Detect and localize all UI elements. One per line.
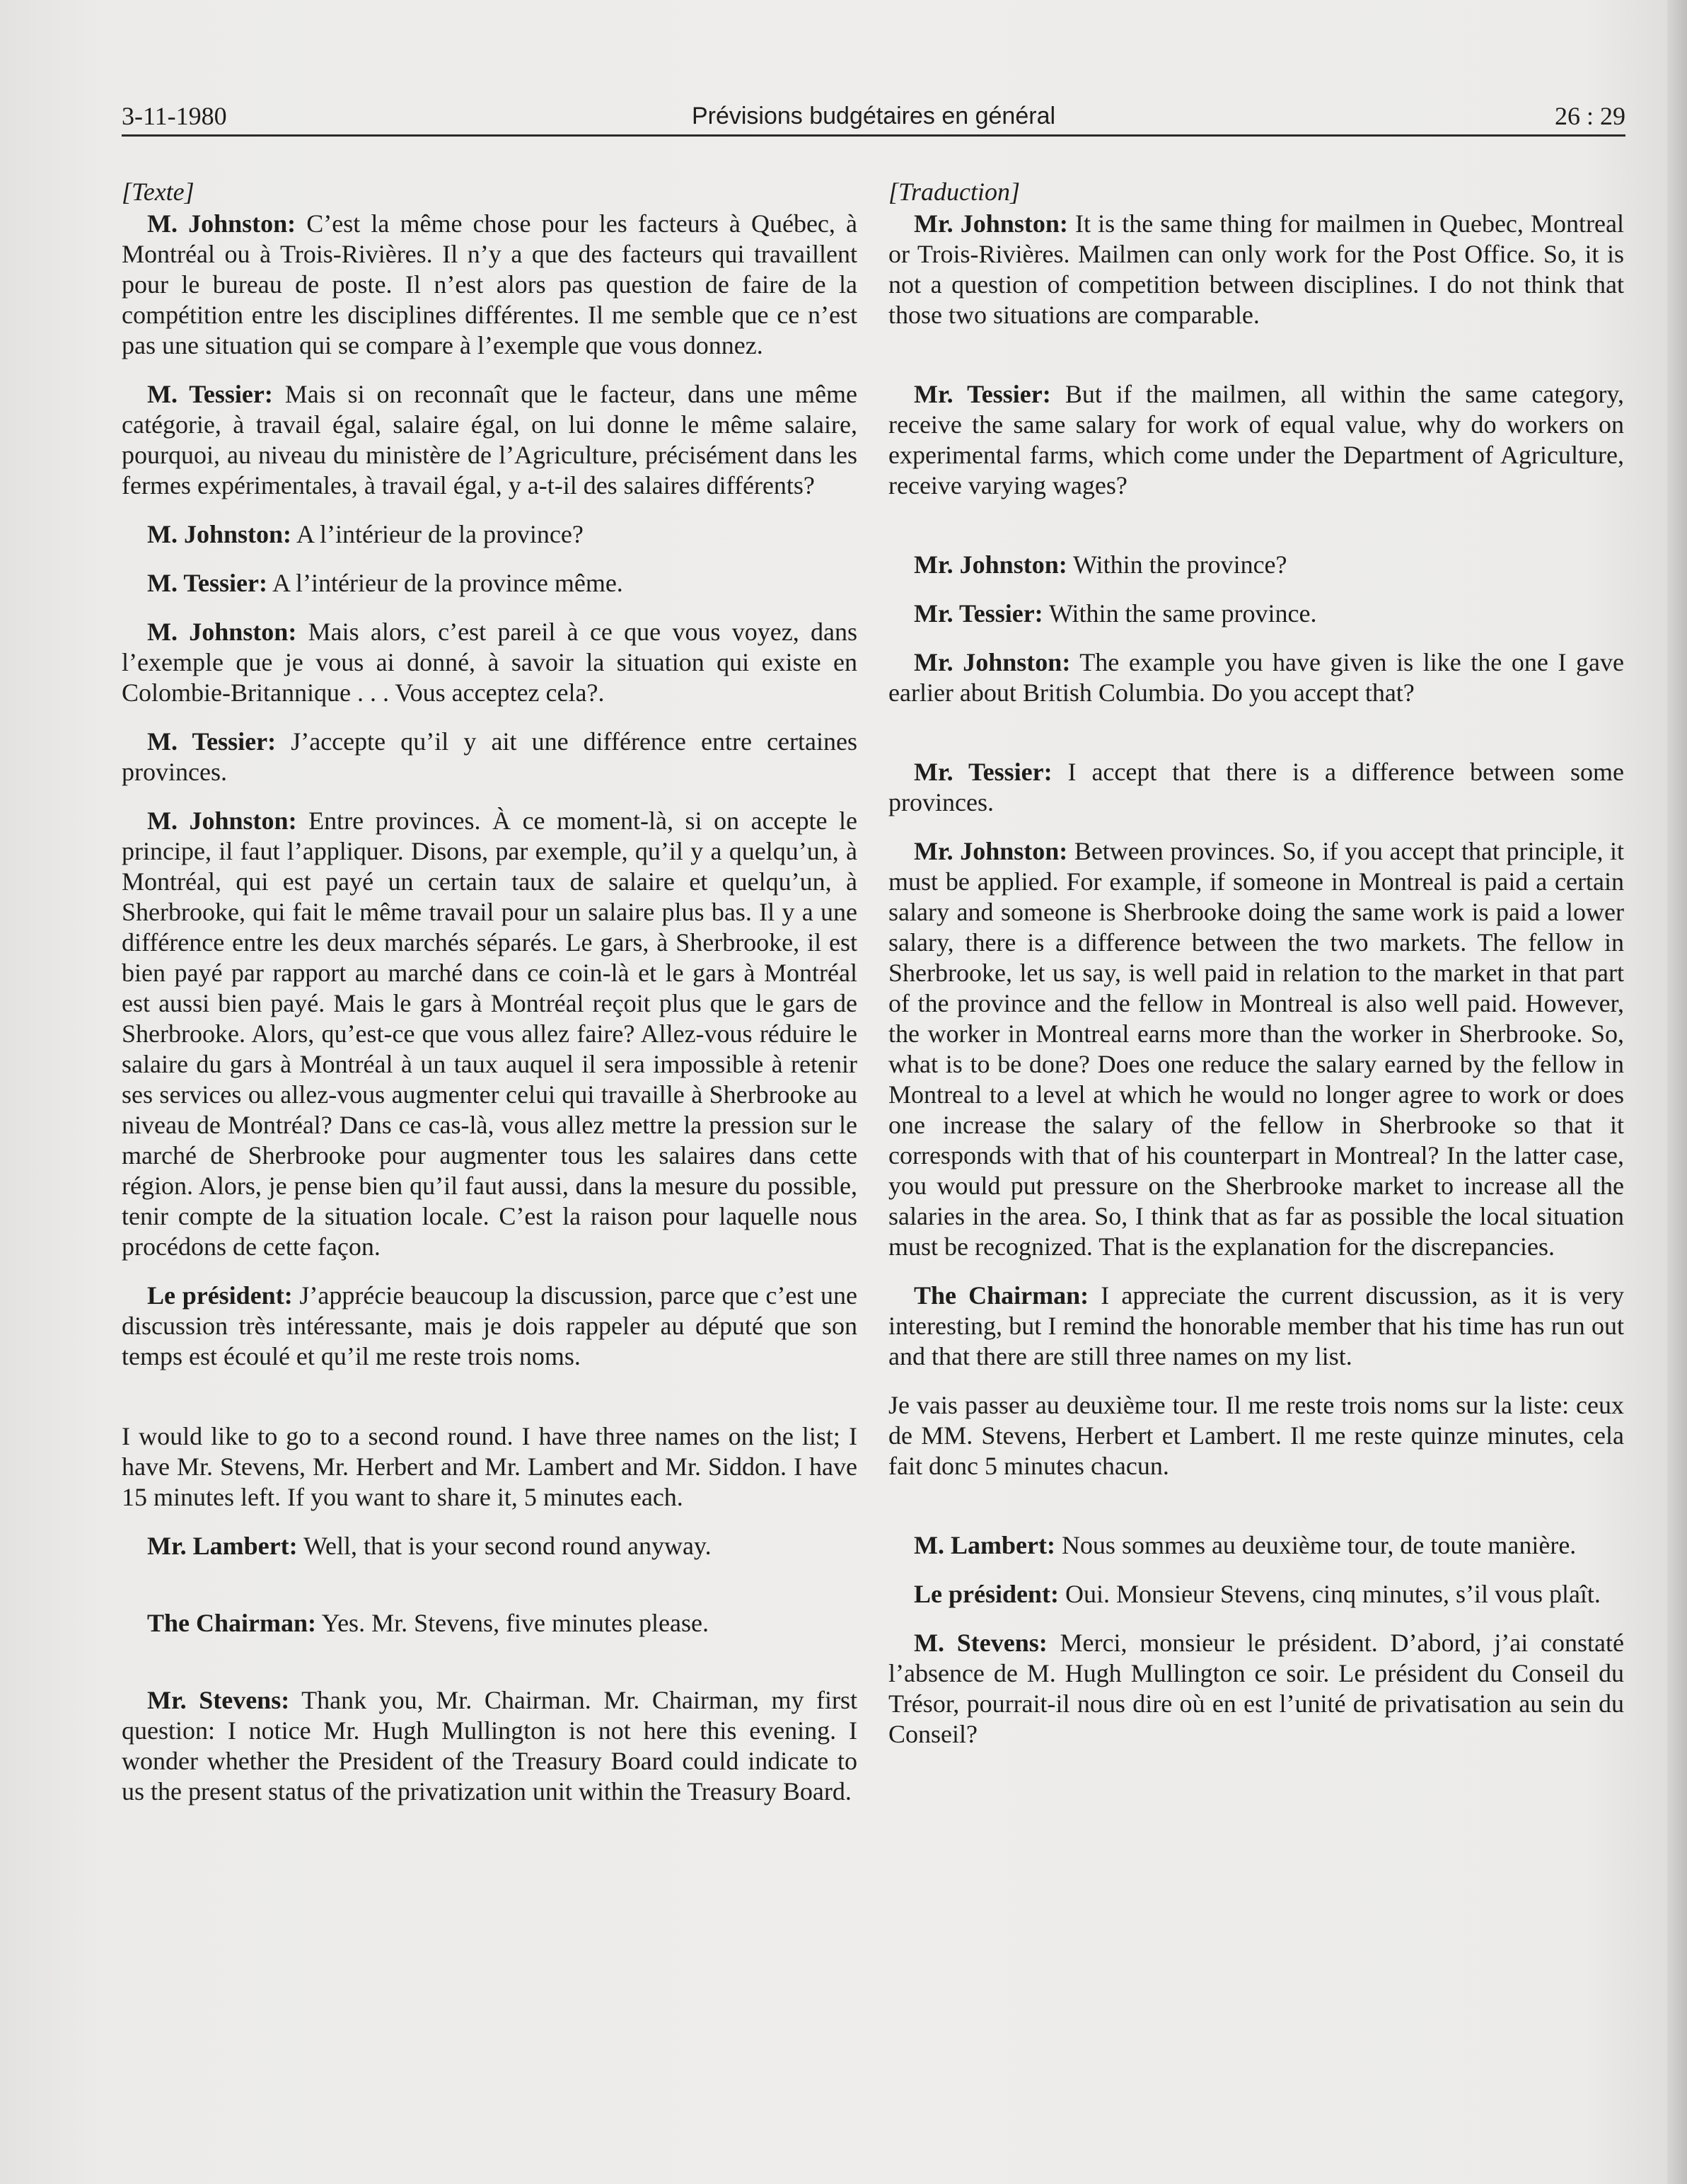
paragraph-text: Thank you, Mr. Chairman. Mr. Chairman, my first question: I notice Mr. Hugh Mullington is not here this evening. I wonder whether the President of the Treasury Board could indicate to us the present status of the privatization unit within the Treasury Board. — [122, 1686, 858, 1805]
paragraph-text: But if the mailmen, all within the same category, receive the same salary for work of equal value, why do workers on experimental farms, which come under the Department of Agriculture, receive varying wages? — [888, 380, 1624, 499]
speaker-name: Mr. Tessier: — [914, 758, 1053, 786]
paragraph — [122, 1685, 857, 1807]
paragraph-text: Mais si on reconnaît que le facteur, dans une même catégorie, à travail égal, salaire égal, on lui donne le même salaire, pourquoi, au niveau du ministère de l’Agriculture, précisément dans les fermes expérimentales, à travail égal, y a-t-il des salaires différents? — [122, 380, 857, 499]
speaker-name: Mr. Tessier: — [914, 380, 1051, 408]
paragraph-text: J’apprécie beaucoup la discussion, parce que c’est une discussion très intéressante, mais je dois rappeler au député que son temps est écoulé et qu’il me reste trois noms. — [122, 1281, 857, 1370]
paragraph-text: A l’intérieur de la province? — [291, 520, 584, 548]
speaker-name: The Chairman: — [914, 1281, 1089, 1310]
paragraph-text: It is the same thing for mailmen in Quebec, Montreal or Trois-Rivières. Mailmen can only work for the Post Office. So, it is not a question of competition between disciplines. I do not think that those two situations are comparable. — [888, 209, 1624, 329]
speaker-name: Mr. Johnston: — [914, 550, 1067, 579]
paragraph-text: Within the province? — [1067, 550, 1287, 579]
paragraph-text: Within the same province. — [1043, 599, 1317, 628]
speaker-name: M. Lambert: — [914, 1531, 1055, 1559]
paragraph — [888, 1281, 1624, 1372]
paragraph-text: Merci, monsieur le président. D’abord, j’ai constaté l’absence de M. Hugh Mullington ce soir. Le président du Conseil du Trésor, pourrait-il nous dire où en est l’unité de privatisation au sein du Conseil? — [888, 1629, 1624, 1748]
paragraph-text: A l’intérieur de la province même. — [267, 569, 623, 597]
paragraph-text: J’accepte qu’il y ait une différence entre certaines provinces. — [122, 727, 857, 786]
paragraph-text: The example you have given is like the one I gave earlier about British Columbia. Do you accept that? — [888, 648, 1625, 707]
paragraph — [122, 519, 857, 550]
speaker-name: Mr. Johnston: — [914, 209, 1068, 238]
paragraph — [122, 1281, 857, 1372]
paragraph-text: I appreciate the current discussion, as it is very interesting, but I remind the honorable member that his time has run out and that there are still three names on my list. — [888, 1281, 1624, 1370]
speaker-name: The Chairman: — [147, 1609, 317, 1637]
speaker-name: M. Stevens: — [914, 1629, 1048, 1657]
paragraph-text: Mais alors, c’est pareil à ce que vous voyez, dans l’exemple que je vous ai donné, à savoir la situation qui existe en Colombie-Britannique . . . Vous acceptez cela?. — [122, 618, 857, 707]
paragraph — [122, 1608, 857, 1639]
running-header — [122, 98, 1625, 134]
paragraph — [122, 379, 857, 501]
page-edge-shadow — [1667, 0, 1687, 2184]
speaker-name: Le président: — [147, 1281, 293, 1310]
paragraph-text: I accept that there is a difference between some provinces. — [888, 758, 1624, 816]
paragraph — [122, 1531, 857, 1561]
paragraph-text: Between provinces. So, if you accept that principle, it must be applied. For example, if someone in Montreal is paid a certain salary and someone is Sherbrooke doing the same work is paid a lower salary, there is a difference between the two markets. The fellow in Sherbrooke, let us say, is well paid in relation to the market in that part of the province and the fellow in Montreal is also well paid. However, the worker in Montreal earns more than the worker in Sherbrooke. So, what is to be done? Does one reduce the salary earned by the fellow in Montreal to a level at which he would no longer agree to work or does one increase the salary of the fellow in Sherbrooke so that it corresponds with that of his counterpart in Montreal? In the latter case, you would put pressure on the Sherbrooke market to increase all the salaries in the area. So, I think that as far as possible the local situation must be recognized. That is the explanation for the discrepancies. — [888, 837, 1624, 1261]
speaker-name: M. Tessier: — [147, 569, 267, 597]
paragraph-text: Je vais passer au deuxième tour. Il me reste trois noms sur la liste: ceux de MM. Stevens, Herbert et Lambert. Il me reste quinze minutes, cela fait donc 5 minutes chacun. — [888, 1391, 1624, 1480]
left-column — [122, 177, 857, 1807]
paragraph — [888, 599, 1624, 629]
right-column — [888, 177, 1624, 1750]
paragraph-text: Well, that is your second round anyway. — [297, 1532, 712, 1560]
paragraph — [888, 1628, 1624, 1750]
paragraph — [122, 568, 857, 599]
paragraph — [888, 209, 1624, 330]
paragraph-text: Entre provinces. À ce moment-là, si on accepte le principe, il faut l’appliquer. Disons, par exemple, qu’il y a quelqu’un, à Montréal, qui est payé un certain taux de salaire et quelqu’un, à Sherbrooke, qui fait le même travail pour un salaire plus bas. Il y a une différence entre les deux marchés séparés. Le gars, à Sherbrooke, il est bien payé par rapport au marché dans ce coin-là et le gars à Montréal est aussi bien payé. Mais le gars à Montréal reçoit plus que le gars de Sherbrooke. Alors, qu’est-ce que vous allez faire? Allez-vous réduire le salaire du gars à Montréal à un taux auquel il sera impossible à retenir ses services ou allez-vous augmenter celui qui travaille à Sherbrooke au niveau de Montréal? Dans ce cas-là, vous allez mettre la pression sur le marché de Sherbrooke pour augmenter tous les salaires dans cette région. Alors, je pense bien qu’il faut aussi, dans la mesure du possible, tenir compte de la situation locale. C’est la raison pour laquelle nous procédons de cette façon. — [122, 807, 857, 1261]
speaker-name: Mr. Stevens: — [147, 1686, 290, 1714]
paragraph — [122, 209, 857, 361]
language-tag: [Texte] — [122, 178, 195, 206]
paragraph — [888, 647, 1624, 708]
paragraph — [122, 617, 857, 708]
speaker-name: M. Tessier: — [147, 380, 273, 408]
header-title: Prévisions budgétaires en général — [691, 103, 1056, 129]
speaker-name: Mr. Lambert: — [147, 1532, 298, 1560]
paragraph-text: Yes. Mr. Stevens, five minutes please. — [316, 1609, 709, 1637]
paragraph — [888, 550, 1624, 580]
header-rule — [122, 134, 1625, 137]
paragraph-text: C’est la même chose pour les facteurs à Québec, à Montréal ou à Trois-Rivières. Il n’y a que des facteurs qui travaillent pour le bureau de poste. Il n’est alors pas question de faire de la compétition entre les disciplines différentes. Il me semble que ce n’est pas une situation qui se compare à l’exemple que vous donnez. — [122, 209, 857, 359]
paragraph — [122, 806, 857, 1262]
paragraph — [888, 1579, 1624, 1610]
paragraph — [888, 836, 1624, 1262]
speaker-name: Le président: — [914, 1580, 1059, 1608]
speaker-name: M. Johnston: — [147, 209, 296, 238]
speaker-name: Mr. Johnston: — [914, 648, 1071, 676]
paragraph — [888, 1530, 1624, 1561]
header-date: 3-11-1980 — [122, 102, 227, 130]
paragraph-text: Oui. Monsieur Stevens, cinq minutes, s’il vous plaît. — [1058, 1580, 1601, 1608]
speaker-name: Mr. Johnston: — [914, 837, 1068, 865]
speaker-name: M. Johnston: — [147, 807, 297, 835]
paragraph — [888, 757, 1624, 818]
language-tag: [Traduction] — [888, 178, 1021, 206]
speaker-name: Mr. Tessier: — [914, 599, 1043, 628]
speaker-name: M. Johnston: — [147, 520, 292, 548]
paragraph — [122, 727, 857, 787]
paragraph-text: Nous sommes au deuxième tour, de toute manière. — [1055, 1531, 1577, 1559]
speaker-name: M. Tessier: — [147, 727, 277, 756]
paragraph — [888, 1390, 1624, 1481]
speaker-name: M. Johnston: — [147, 618, 297, 646]
header-page-number: 26 : 29 — [1554, 102, 1625, 130]
paragraph-text: I would like to go to a second round. I have three names on the list; I have Mr. Stevens, Mr. Herbert and Mr. Lambert and Mr. Siddon. I have 15 minutes left. If you want to share it, 5 minutes each. — [122, 1422, 857, 1511]
paragraph — [122, 1421, 857, 1513]
paragraph — [888, 379, 1624, 501]
